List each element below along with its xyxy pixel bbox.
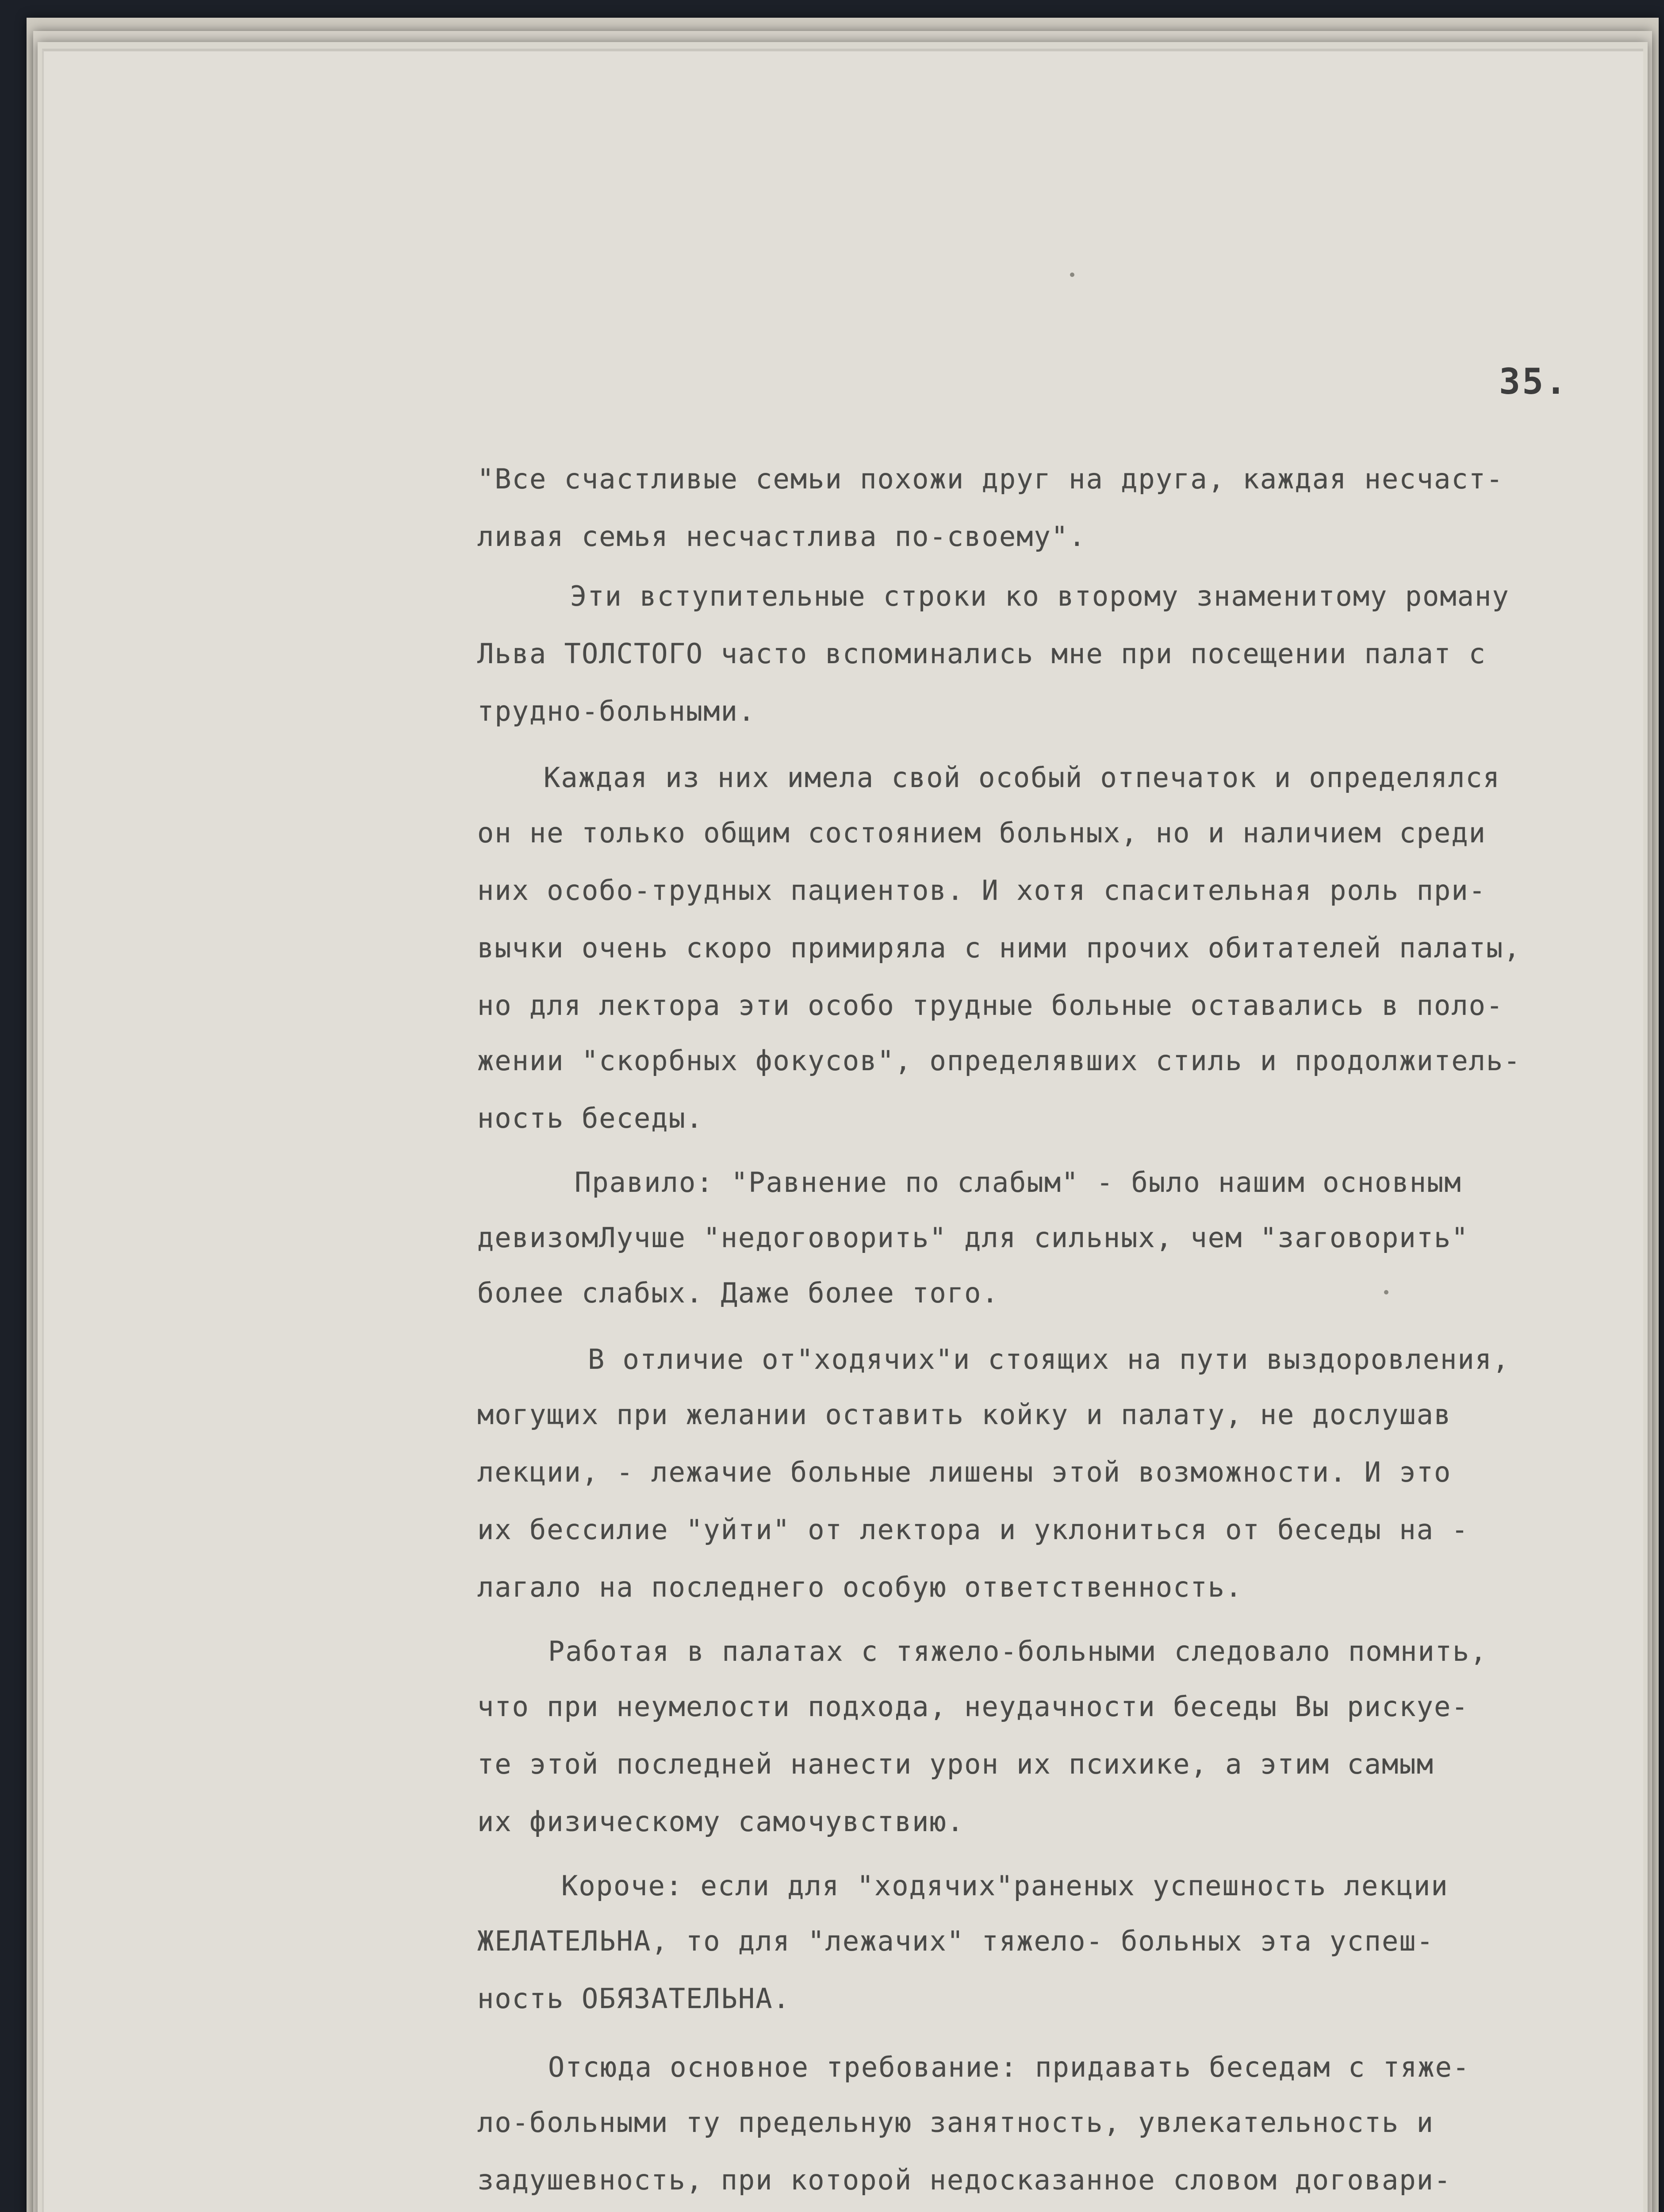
text-line: Отсюда основное требование: придавать беседам с тяже- xyxy=(548,2051,1470,2083)
text-line: Каждая из них имела свой особый отпечаток и определялся xyxy=(544,761,1500,794)
text-line: ность беседы. xyxy=(477,1102,704,1134)
text-line: Работая в палатах с тяжело-больными следовало помнить, xyxy=(548,1635,1488,1667)
text-line: ливая семья несчастлива по-своему". xyxy=(477,520,1086,553)
text-line: трудно-больными. xyxy=(477,695,756,727)
text-line: более слабых. Даже более того. xyxy=(477,1277,999,1309)
text-line: жении "скорбных фокусов", определявших стиль и продолжитель- xyxy=(477,1045,1521,1077)
text-line: задушевность, при которой недосказанное словом договари- xyxy=(477,2164,1452,2196)
text-line: могущих при желании оставить койку и палату, не дослушав xyxy=(477,1398,1452,1431)
text-line: девизомЛучше "недоговорить" для сильных, чем "заговорить" xyxy=(477,1221,1469,1254)
text-line: Правило: "Равнение по слабым" - было нашим основным xyxy=(575,1166,1462,1198)
text-line: что при неумелости подхода, неудачности беседы Вы рискуе- xyxy=(477,1690,1469,1723)
text-line: вычки очень скоро примиряла с ними прочих обитателей палаты, xyxy=(477,932,1521,964)
text-line: "Все счастливые семьи похожи друг на друга, каждая несчаст- xyxy=(477,463,1504,495)
text-line: лекции, - лежачие больные лишены этой возможности. И это xyxy=(477,1456,1452,1488)
text-line: Льва ТОЛСТОГО часто вспоминались мне при посещении палат с xyxy=(477,637,1486,670)
text-line: них особо-трудных пациентов. И хотя спасительная роль при- xyxy=(477,874,1486,906)
text-line: ло-больными ту предельную занятность, увлекательность и xyxy=(477,2106,1434,2139)
text-line: лагало на последнего особую ответственность. xyxy=(477,1571,1243,1603)
text-line: но для лектора эти особо трудные больные оставались в поло- xyxy=(477,989,1504,1022)
text-line: их бессилие "уйти" от лектора и уклониться от беседы на - xyxy=(477,1513,1469,1546)
text-line: Короче: если для "ходячих"раненых успешность лекции xyxy=(561,1870,1449,1902)
text-line: их физическому самочувствию. xyxy=(477,1805,965,1838)
paper-speck xyxy=(1384,1290,1388,1294)
text-line: ность ОБЯЗАТЕЛЬНА. xyxy=(477,1982,790,2015)
page-number: 35. xyxy=(1499,361,1568,402)
paper-speck xyxy=(1070,273,1074,277)
typewritten-page xyxy=(42,49,1643,2212)
text-line: Эти вступительные строки ко второму знаменитому роману xyxy=(570,580,1510,612)
text-line: те этой последней нанести урон их психике, а этим самым xyxy=(477,1748,1434,1780)
text-line: ЖЕЛАТЕЛЬНА, то для "лежачих" тяжело- больных эта успеш- xyxy=(477,1925,1434,1957)
text-line: он не только общим состоянием больных, но и наличием среди xyxy=(477,817,1486,849)
text-line: В отличие от"ходячих"и стоящих на пути выздоровления, xyxy=(588,1343,1510,1375)
